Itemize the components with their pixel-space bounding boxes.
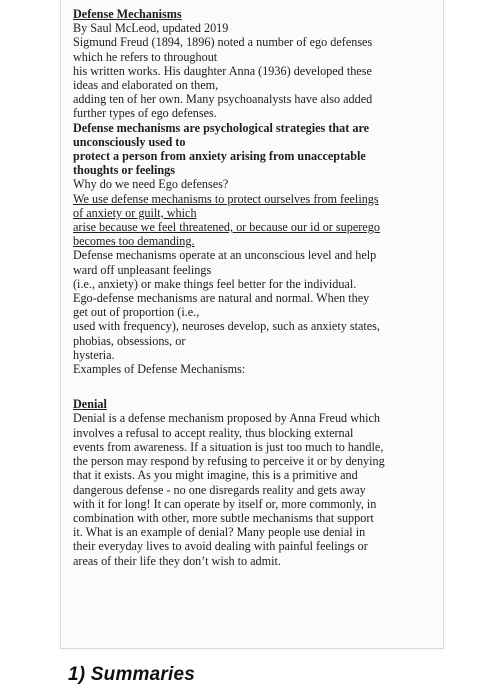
text-line: used with frequency), neuroses develop, such as anxiety states,: [73, 319, 380, 334]
text-line: Examples of Defense Mechanisms:: [73, 362, 246, 377]
text-line: hysteria.: [73, 347, 115, 362]
denial-line: it. What is an example of denial? Many people use denial in: [73, 525, 366, 540]
text-line: Sigmund Freud (1894, 1896) noted a number of ego defenses: [73, 35, 373, 50]
denial-line: involves a refusal to accept reality, thus blocking external: [73, 425, 354, 440]
byline: By Saul McLeod, updated 2019: [73, 21, 229, 36]
bold-line: Defense mechanisms are psychological strategies that are: [73, 120, 370, 135]
text-line: ideas and elaborated on them,: [73, 78, 219, 93]
denial-line: the person may respond by refusing to perceive it or by denying: [73, 454, 385, 469]
text-line: ward off unpleasant feelings: [73, 262, 212, 277]
underlined-line: of anxiety or guilt, which: [73, 205, 197, 220]
text-line: his written works. His daughter Anna (1936) developed these: [73, 63, 372, 78]
denial-line: events from awareness. If a situation is just too much to handle,: [73, 439, 384, 454]
document-body: [73, 7, 433, 568]
text-line: further types of ego defenses.: [73, 106, 217, 121]
denial-line: combination with other, more subtle mechanisms that support: [73, 510, 374, 525]
denial-line: Denial is a defense mechanism proposed by Anna Freud which: [73, 411, 380, 426]
bold-line: unconsciously used to: [73, 134, 186, 149]
text-line: get out of proportion (i.e.,: [73, 305, 200, 320]
denial-line: that it exists. As you might imagine, this is a primitive and: [73, 468, 358, 483]
text-line: Defense mechanisms operate at an unconscious level and help: [73, 248, 377, 263]
underlined-line: becomes too demanding.: [73, 234, 195, 249]
bold-line: thoughts or feelings: [73, 163, 176, 178]
text-line: phobias, obsessions, or: [73, 333, 186, 348]
bold-line: protect a person from anxiety arising from unacceptable: [73, 149, 366, 164]
denial-line: areas of their life they don’t wish to admit.: [73, 553, 281, 568]
paragraph-gap: [73, 376, 433, 397]
text-line: which he refers to throughout: [73, 49, 218, 64]
underlined-line: We use defense mechanisms to protect ourselves from feelings: [73, 191, 379, 206]
underlined-line: arise because we feel threatened, or because our id or superego: [73, 220, 380, 235]
denial-line: their everyday lives to avoid dealing with painful feelings or: [73, 539, 368, 554]
text-line: adding ten of her own. Many psychoanalysts have also added: [73, 92, 373, 107]
denial-line: dangerous defense - no one disregards reality and gets away: [73, 482, 366, 497]
text-line: Why do we need Ego defenses?: [73, 177, 229, 192]
section-heading-denial: Denial: [73, 397, 107, 412]
text-line: (i.e., anxiety) or make things feel better for the individual.: [73, 276, 357, 291]
denial-line: with it for long! It can operate by itself or, more commonly, in: [73, 496, 377, 511]
document-title: Defense Mechanisms: [73, 7, 182, 21]
text-line: Ego-defense mechanisms are natural and normal. When they: [73, 291, 370, 306]
summaries-heading: 1) Summaries: [68, 664, 196, 685]
